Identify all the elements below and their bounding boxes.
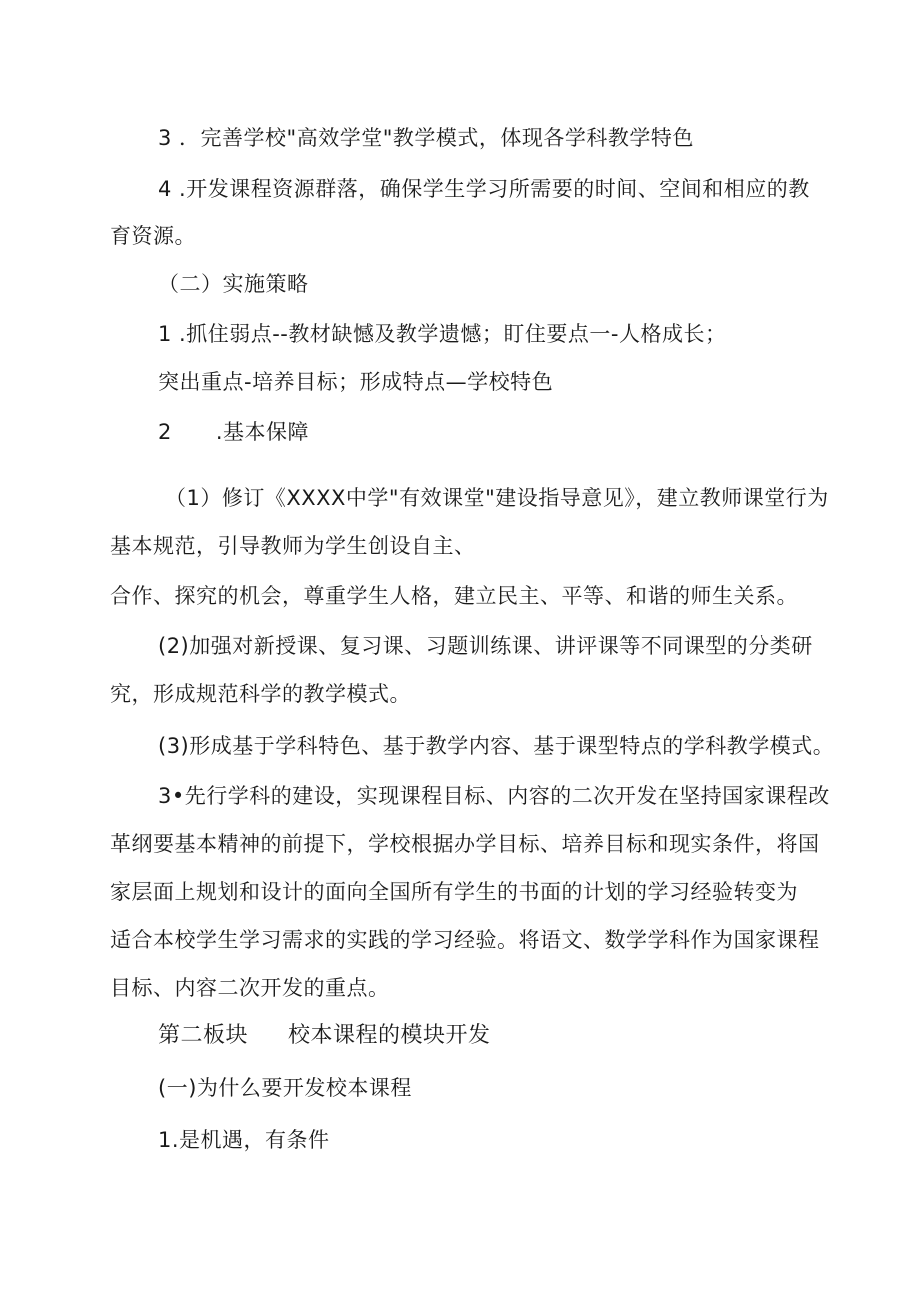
item-3-line-5: 目标、内容二次开发的重点。 [110,976,390,1000]
item-3-line-3: 家层面上规划和设计的面向全国所有学生的书面的计划的学习经验转变为 [110,880,798,904]
item-3-line-4: 适合本校学生学习需求的实践的学习经验。将语文、数学学科作为国家课程 [110,928,820,952]
strategy-item-1-continuation: 突出重点-培养目标；形成特点—学校特色 [158,370,554,394]
why-item-1: 1.是机遇，有条件 [158,1128,330,1152]
guarantee-item-2: (2)加强对新授课、复习课、习题训练课、讲评课等不同课型的分类研 [158,634,813,658]
guarantee-item-1: （1）修订《XXXX中学"有效课堂"建设指导意见》，建立教师课堂行为 [165,486,829,510]
guarantee-item-2-continuation: 究，形成规范科学的教学模式。 [110,682,411,706]
strategy-item-1: 1 .抓住弱点--教材缺憾及教学遗憾；盯住要点一-人格成长； [158,322,727,346]
item-4-paragraph: 4 .开发课程资源群落，确保学生学习所需要的时间、空间和相应的教 [158,177,810,201]
strategy-item-2 [158,418,309,446]
guarantee-item-1-line-3: 合作、探究的机会，尊重学生人格，建立民主、平等、和谐的师生关系。 [110,584,798,608]
item-4-continuation: 育资源。 [110,224,196,248]
section-heading-label: 第二板块 [158,1023,249,1048]
strategy-item-2-number: 2 [158,420,172,444]
item-3-paragraph: 3 ．完善学校"高效学堂"教学模式，体现各学科教学特色 [158,126,694,150]
item-3-line-2: 革纲要基本精神的前提下，学校根据办学目标、培养目标和现实条件，将国 [110,832,820,856]
guarantee-item-3: (3)形成基于学科特色、基于教学内容、基于课型特点的学科教学模式。 [158,734,835,758]
section-heading [158,1022,491,1050]
subsection-why-develop: (一)为什么要开发校本课程 [158,1076,412,1100]
item-3-pioneer-subject: 3•先行学科的建设，实现课程目标、内容的二次开发在坚持国家课程改 [158,784,830,808]
guarantee-item-1-line-2: 基本规范，引导教师为学生创设自主、 [110,534,476,558]
subsection-heading-strategy: （二）实施策略 [158,272,309,296]
strategy-item-2-label: .基本保障 [215,420,310,444]
section-heading-title: 校本课程的模块开发 [288,1023,491,1048]
